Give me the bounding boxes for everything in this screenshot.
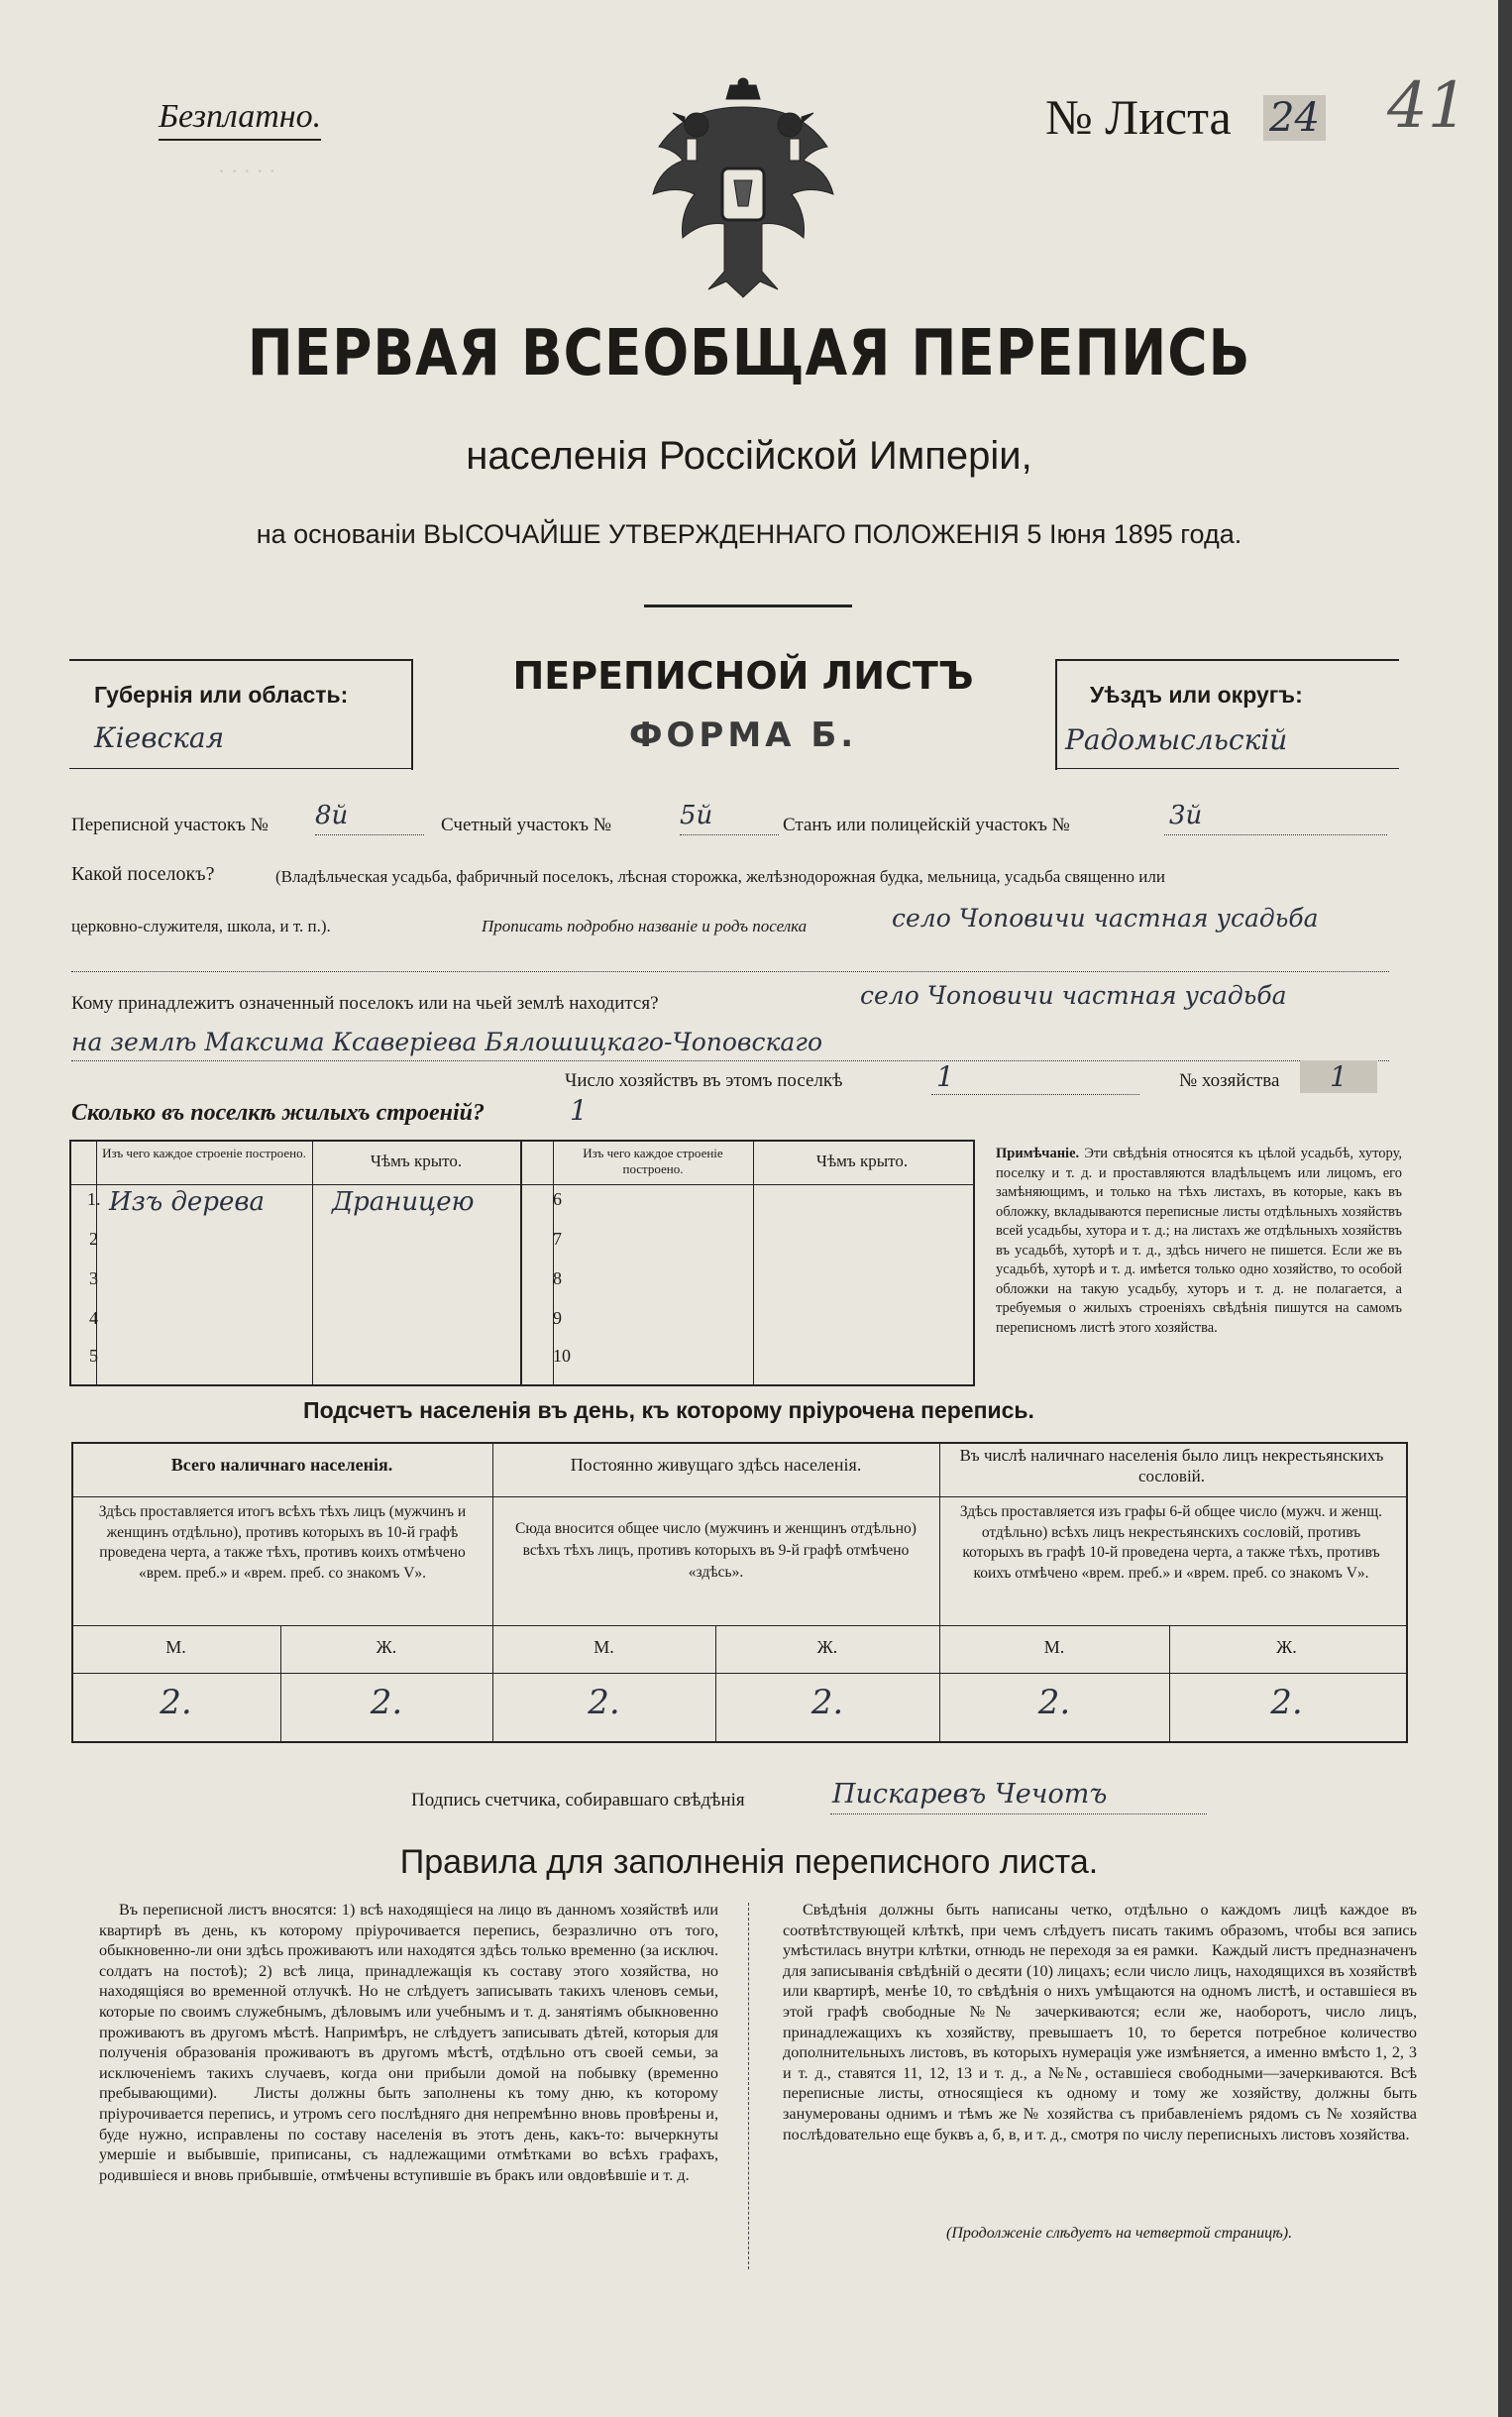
note-text: Эти свѣдѣнія относятся къ цѣлой усадьбѣ, хутору, поселку и т. д. и проставляются владѣльцемъ или лицомъ, его замѣняющимъ, и только на тѣхъ листахъ, въ которые, какъ въ обложку, вкладываются переписные листы отдѣльныхъ хозяйствъ всей усадьбы, хутора и т. д.; на листахъ же отдѣльныхъ хозяйствъ въ усадьбѣ, хуторѣ и т. д., здѣсь ничего не пишется. Если же въ усадьбѣ, хуторѣ и т. д. имѣется только одно хозяйство, то особой обложки на такую усадьбу, хуторъ и т. д. не полагается, а требуемыя о жилыхъ строеніяхъ свѣдѣнія пишутся на самомъ переписномъ листѣ этого хозяйства. <box>996 1146 1402 1336</box>
stan-dots <box>1164 834 1387 835</box>
buildings-value: 1 <box>570 1094 588 1127</box>
row-num: 3 <box>89 1268 98 1288</box>
schet-value: 5й <box>680 801 713 830</box>
rules-title: Правила для заполненія переписного листа. <box>399 1843 1099 1881</box>
count-col2-desc: Сюда вносится общее число (мужчинъ и женщинъ отдѣльно) всѣхъ тѣхъ лицъ, противъ которыхъ въ 9-й графѣ отмѣчено «здѣсь». <box>515 1520 917 1581</box>
owner-value-1: село Чоповичи частная усадьба <box>860 981 1287 1010</box>
count-value: 2. <box>1270 1683 1303 1722</box>
perepis-dots <box>315 834 424 835</box>
count-col2-head: Постоянно живущаго здѣсь населенія. <box>570 1455 862 1475</box>
count-value: 2. <box>810 1683 844 1722</box>
owner-value-2: на землѣ Максима Ксаверіева Бялошицкаго-Чоповскаго <box>71 1028 822 1056</box>
title-divider <box>644 604 852 607</box>
rules-left: Въ переписной листъ вносятся: 1) всѣ находящіеся на лицо въ данномъ хозяйствѣ или квартирѣ въ день, къ которому пріурочивается перепись, безразлично отъ того, обыкновенно-ли они здѣсь проживаютъ или находятся здѣсь только временно (за исключ. солдатъ на постоѣ); 2) всѣ лица, принадлежащія къ составу этого хозяйства, но находящіяся во временной отлучкѣ. Но не слѣдуетъ записывать такихъ членовъ семьи, которые по своимъ служебнымъ, дѣловымъ или учебнымъ и т. д. занятіямъ обыкновенно проживаютъ въ другомъ мѣстѣ. Напримѣръ, не слѣдуетъ записывать дѣтей, которыя для полученія образованія проживаютъ въ другомъ мѣстѣ, отдѣльно отъ своей семьи, за исключеніемъ такихъ случаевъ, когда они прибыли домой на побывку (временно пребывающими). Листы должны быть заполнены къ тому дню, къ которому пріурочивается перепись, и утромъ сего послѣдняго дня непремѣнно вновь провѣрены и, буде нужно, исправлены по составу населенія въ этотъ день, какъ-то: вычеркнуты умершіе и выбывшіе, приписаны, съ надлежащими отмѣтками во всѣхъ графахъ, родившіеся и вновь прибывшіе, отмѣчены вступившіе въ бракъ или овдовѣвшіе и т. д. <box>99 1901 718 2184</box>
perepis-label: Переписной участокъ № <box>71 815 269 835</box>
col-roof-left <box>312 1140 313 1384</box>
count-col3-desc: Здѣсь проставляется изъ графы 6-й общее число (мужч. и женщ. отдѣльно) всѣхъ лицъ некрестьянскихъ сословій, противъ которыхъ въ графѣ 10-й проведена черта, а также тѣхъ, противъ коихъ отмѣчено «врем. преб.» и «врем. преб. со знакомъ V». <box>959 1503 1383 1582</box>
form-type: ФОРМА Б. <box>628 715 858 755</box>
free-label: Безплатно. <box>159 95 321 141</box>
poselok-hint-2: церковно-служителя, школа, и т. п.). <box>71 917 331 935</box>
poselok-value: село Чоповичи частная усадьба <box>892 904 1319 933</box>
poselok-hint-1: (Владѣльческая усадьба, фабричный поселокъ, лѣсная сторожка, желѣзнодорожная будка, мельница, усадьба священно или <box>275 867 1165 886</box>
households-value: 1 <box>936 1060 954 1093</box>
basis-line: на основаніи ВЫСОЧАЙШЕ УТВЕРЖДЕННАГО ПОЛОЖЕНІЯ 5 Іюня 1895 года. <box>256 519 1242 549</box>
schet-label: Счетный участокъ № <box>441 815 611 835</box>
poselok-label: Какой поселокъ? <box>71 863 215 885</box>
blank-line <box>71 971 1389 972</box>
row-num: 4 <box>89 1308 98 1328</box>
col-roof-right <box>753 1140 754 1384</box>
owner-label: Кому принадлежитъ означенный поселокъ или на чьей землѣ находится? <box>71 993 659 1014</box>
count-value: 2. <box>160 1683 192 1722</box>
col-roof-header-right: Чѣмъ крыто. <box>815 1152 909 1170</box>
count-col3-head: Въ числѣ наличнаго населенія было лицъ некрестьянскихъ сословій. <box>959 1446 1384 1485</box>
m-label: М. <box>594 1637 614 1657</box>
row-num: 1. <box>87 1189 101 1209</box>
row-num: 10 <box>553 1346 571 1366</box>
main-title: ПЕРВАЯ ВСЕОБЩАЯ ПЕРЕПИСЬ <box>247 317 1251 390</box>
uezd-label: Уѣздъ или округъ: <box>1090 682 1303 708</box>
sheet-number: 24 <box>1263 95 1326 141</box>
schet-dots <box>680 834 779 835</box>
household-no-label: № хозяйства <box>1179 1070 1280 1091</box>
stan-label: Станъ или полицейскій участокъ № <box>783 815 1070 835</box>
count-col1-head: Всего наличнаго населенія. <box>170 1455 393 1475</box>
rules-right: Свѣдѣнія должны быть написаны четко, отдѣльно о каждомъ лицѣ каждое въ соотвѣтствующей клѣткѣ, при чемъ слѣдуетъ писать такимъ образомъ, чтобы вся запись умѣстилась внутри клѣтки, отнюдь не переходя за ея рамки. Каждый листъ предназначенъ для записыванія свѣдѣній о десяти (10) лицахъ; если число лицъ, находящихся въ хозяйствѣ или квартирѣ, менѣе 10, то свѣдѣнія о нихъ умѣщаются на одномъ листѣ, и оставшіеся въ этой графѣ свободные №№ зачеркиваются; если же, наоборотъ, число лицъ, принадлежащихъ къ хозяйству, превышаетъ 10, то берется потребное количество дополнительныхъ листовъ, въ которыхъ нумерація уже измѣняется, а именно вмѣсто 1, 2, 3 и т. д., ставятся 11, 12, 13 и т. д., а №№, оставшіеся свободными—зачеркиваются. Всѣ переписные листы, относящіеся къ одному и тому же хозяйству, должны быть занумерованы однимъ и тѣмъ же № хозяйства съ прибавленіемъ рядомъ съ № хозяйства послѣдовательно еще буквъ а, б, в, и т. д., смотря по числу переписныхъ листовъ хозяйства. <box>783 1901 1417 2143</box>
count-value: 2. <box>370 1683 403 1722</box>
subtitle: населенія Россійской Имперіи, <box>466 434 1032 478</box>
row-built: Изъ дерева <box>109 1187 265 1217</box>
f-label: Ж. <box>816 1637 838 1657</box>
row-num: 6 <box>553 1189 562 1209</box>
count-head-line <box>71 1496 1406 1497</box>
bleed-through: · · · · · <box>218 159 276 183</box>
table-header-line <box>69 1184 973 1185</box>
uezd-underline <box>1055 768 1399 769</box>
row-roof: Драницею <box>332 1187 475 1217</box>
count-value: 2. <box>588 1683 620 1722</box>
guberniya-underline <box>69 768 413 769</box>
guberniya-value: Кіевская <box>94 721 225 754</box>
uezd-value: Радомысльскій <box>1065 723 1288 756</box>
rules-continued: (Продолженіе слѣдуетъ на четвертой страницѣ). <box>946 2225 1293 2242</box>
col-roof-header-left: Чѣмъ крыто. <box>370 1152 463 1170</box>
sheet-label: № Листа <box>1045 89 1232 145</box>
buildings-table <box>69 1140 975 1386</box>
count-mf-line <box>71 1673 1406 1674</box>
perepis-value: 8й <box>315 801 349 830</box>
poselok-hint-3: Прописать подробно названіе и родъ поселка <box>482 917 808 935</box>
guberniya-label: Губернія или область: <box>94 682 349 708</box>
stan-value: 3й <box>1169 801 1203 830</box>
f-label: Ж. <box>376 1637 397 1657</box>
buildings-label: Сколько въ поселкѣ жилыхъ строеній? <box>71 1100 485 1126</box>
col-built-header-left: Изъ чего каждое строеніе построено. <box>102 1146 306 1160</box>
count-col1-desc: Здѣсь проставляется итогъ всѣхъ тѣхъ лицъ (мужчинъ и женщинъ отдѣльно), противъ которыхъ въ 10-й графѣ проведена черта, а также тѣхъ, противъ коихъ отмѣчено «врем. преб.» и «врем. преб. со знакомъ V». <box>98 1503 467 1582</box>
double-headed-eagle-emblem <box>639 77 847 305</box>
signature-dots <box>830 1813 1207 1814</box>
signature-value: Пискаревъ Чечотъ <box>832 1779 1108 1810</box>
count-value: 2. <box>1037 1683 1071 1722</box>
row-num: 7 <box>553 1229 562 1249</box>
row-num: 5 <box>89 1346 98 1366</box>
corner-number: 41 <box>1387 69 1468 143</box>
table-split <box>520 1140 522 1384</box>
signature-label: Подпись счетчика, собиравшаго свѣдѣнія <box>411 1790 745 1811</box>
households-dots <box>931 1094 1139 1095</box>
owner-dots <box>71 1060 1389 1061</box>
count-desc-line <box>71 1625 1406 1626</box>
count-title: Подсчетъ населенія въ день, къ которому пріурочена перепись. <box>303 1397 1034 1423</box>
m-label: М. <box>1043 1637 1065 1657</box>
household-no-value: 1 <box>1300 1060 1377 1093</box>
form-heading: ПЕРЕПИСНОЙ ЛИСТЪ <box>512 654 974 698</box>
households-label: Число хозяйствъ въ этомъ поселкѣ <box>565 1070 843 1091</box>
row-num: 2 <box>89 1229 98 1249</box>
f-label: Ж. <box>1276 1637 1297 1657</box>
row-num: 8 <box>553 1268 562 1288</box>
row-num: 9 <box>553 1308 562 1328</box>
scan-edge <box>1498 0 1512 2417</box>
m-label: М. <box>165 1637 186 1657</box>
col-built-header-right: Изъ чего каждое строеніе построено. <box>583 1146 723 1176</box>
buildings-note <box>996 1145 1402 1338</box>
rules-divider <box>748 1903 749 2269</box>
note-title: Примѣчаніе. <box>996 1146 1080 1161</box>
